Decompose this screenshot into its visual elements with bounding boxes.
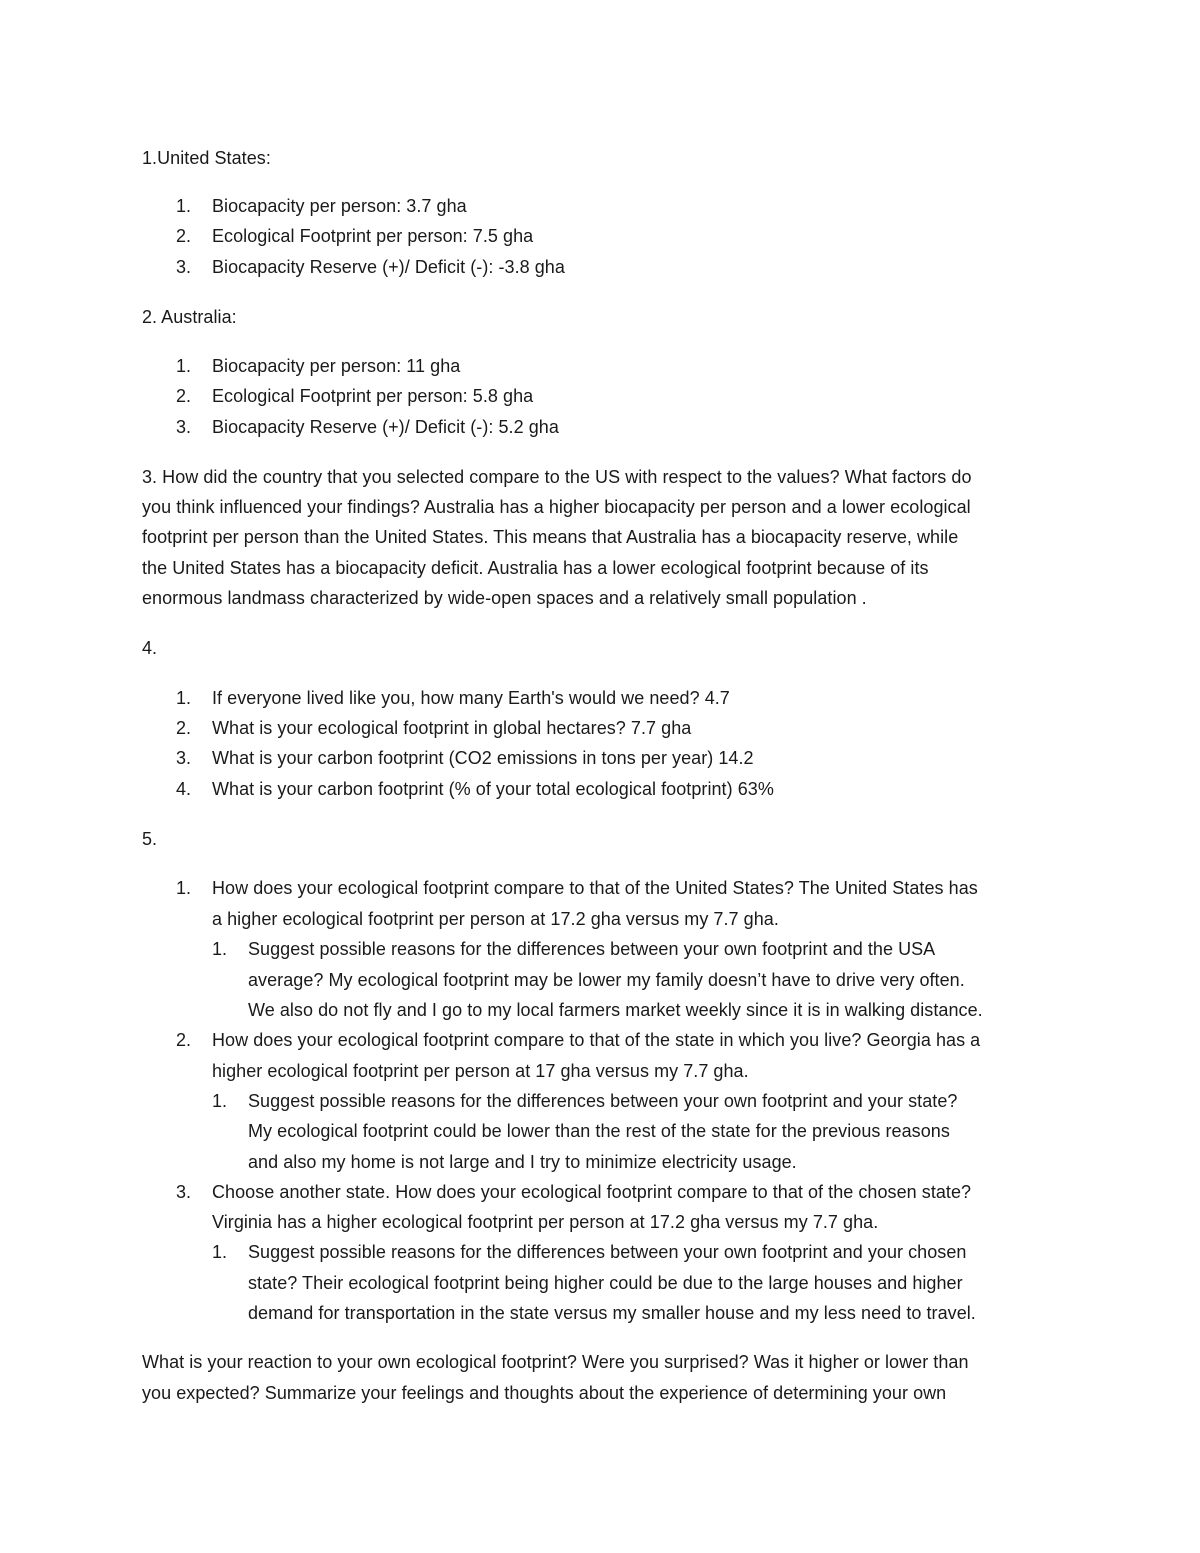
section-heading-australia: 2. Australia: xyxy=(142,307,237,327)
sub-list-item-continuation: state? Their ecological footprint being higher could be due to the large houses and higher xyxy=(248,1273,963,1293)
sub-list-item-continuation: My ecological footprint could be lower than the rest of the state for the previous reasons xyxy=(248,1121,950,1141)
sub-list-item-continuation: and also my home is not large and I try to minimize electricity usage. xyxy=(248,1152,797,1172)
list-item-continuation: a higher ecological footprint per person at 17.2 gha versus my 7.7 gha. xyxy=(212,909,779,929)
paragraph-line: footprint per person than the United States. This means that Australia has a biocapacity reserve, while xyxy=(142,527,959,547)
paragraph-line: What is your reaction to your own ecological footprint? Were you surprised? Was it higher or lower than xyxy=(142,1352,969,1372)
paragraph-line: you expected? Summarize your feelings and thoughts about the experience of determining your own xyxy=(142,1383,947,1403)
paragraph-line: 3. How did the country that you selected compare to the US with respect to the values? What factors do xyxy=(142,467,972,487)
document-page: 1.United States: 1. Biocapacity per person: 3.7 gha 2. Ecological Footprint per person: 7.5 gha 3. Biocapacity Reserve (+)/ Deficit (-): -3.8 gha 2. Australia: 1. Biocapacity per person: 11 gha 2. Ecological Footprint per person: 5.8 gha 3. Biocapacity Reserve (+)/ Deficit (-): 5.2 gha 3. How did the country that you selected compare to the US with respect to the values? What factors do you think influenced your findings? Australia has a higher biocapacity per person and a lower ecological footprint per person than the United States. This means that Australia has a biocapacity reserve, while the United States has a biocapacity deficit. Australia has a lower ecological footprint because of its enormous landmass characterized by wide-open spaces and a relatively small population . 4. 1. If everyone lived like you, how many Earth's would we need? 4.7 2. What is your ecological footprint in global hectares? 7.7 gha 3. What is your carbon footprint (CO2 emissions in tons per year) 14.2 4. What is your carbon footprint (% of your total ecological footprint) 63% 5. 1. How does your ecological footprint compare to that of the United States? The United States has a higher ecological footprint per person at 17.2 gha versus my 7.7 gha. 1. Suggest possible reasons for the differences between your own footprint and the USA average? My ecological footprint may be lower my family doesn’t have to drive very often. We also do not fly and I go to my local farmers market weekly since it is in walking distance. 2. How does your ecological footprint compare to that of the state in which you live? Georgia has a higher ecological footprint per person at 17 gha versus my 7.7 gha. 1. Suggest possible reasons for the differences between your own footprint and your state? My ecological footprint could be lower than the rest of the state for the previous reasons and also my home is not large and I try to minimize electricity usage. 3. Choose another state. How does your ecological footprint compare to that of the chosen state? Virginia has a higher ecological footprint per person at 17.2 gha versus my 7.7 gha. 1. Suggest possible reasons for the differences between your own footprint and your chosen state? Their ecological footprint being higher could be due to the large houses and higher demand for transportation in the state versus my smaller house and my less need to travel. What is your reaction to your own ecological footprint? Were you surprised? Was it higher or lower than you expected? Summarize your feelings and thoughts about the experience of determining your own xyxy=(0,0,1200,1553)
sub-list-item-continuation: average? My ecological footprint may be lower my family doesn’t have to drive very often. xyxy=(248,970,965,990)
section-heading-5: 5. xyxy=(142,829,158,849)
sub-list-item-continuation: We also do not fly and I go to my local farmers market weekly since it is in walking distance. xyxy=(248,1000,983,1020)
paragraph-line: the United States has a biocapacity deficit. Australia has a lower ecological footprint because of its xyxy=(142,558,929,578)
paragraph-line: you think influenced your findings? Australia has a higher biocapacity per person and a lower ecological xyxy=(142,497,971,517)
sub-list-item-continuation: demand for transportation in the state versus my smaller house and my less need to travel. xyxy=(248,1303,976,1323)
section-heading-4: 4. xyxy=(142,638,158,658)
list-item-continuation: Virginia has a higher ecological footprint per person at 17.2 gha versus my 7.7 gha. xyxy=(212,1212,879,1232)
paragraph-line: enormous landmass characterized by wide-open spaces and a relatively small population . xyxy=(142,588,867,608)
list-item-continuation: higher ecological footprint per person at 17 gha versus my 7.7 gha. xyxy=(212,1061,749,1081)
section-heading-united-states: 1.United States: xyxy=(142,148,271,168)
